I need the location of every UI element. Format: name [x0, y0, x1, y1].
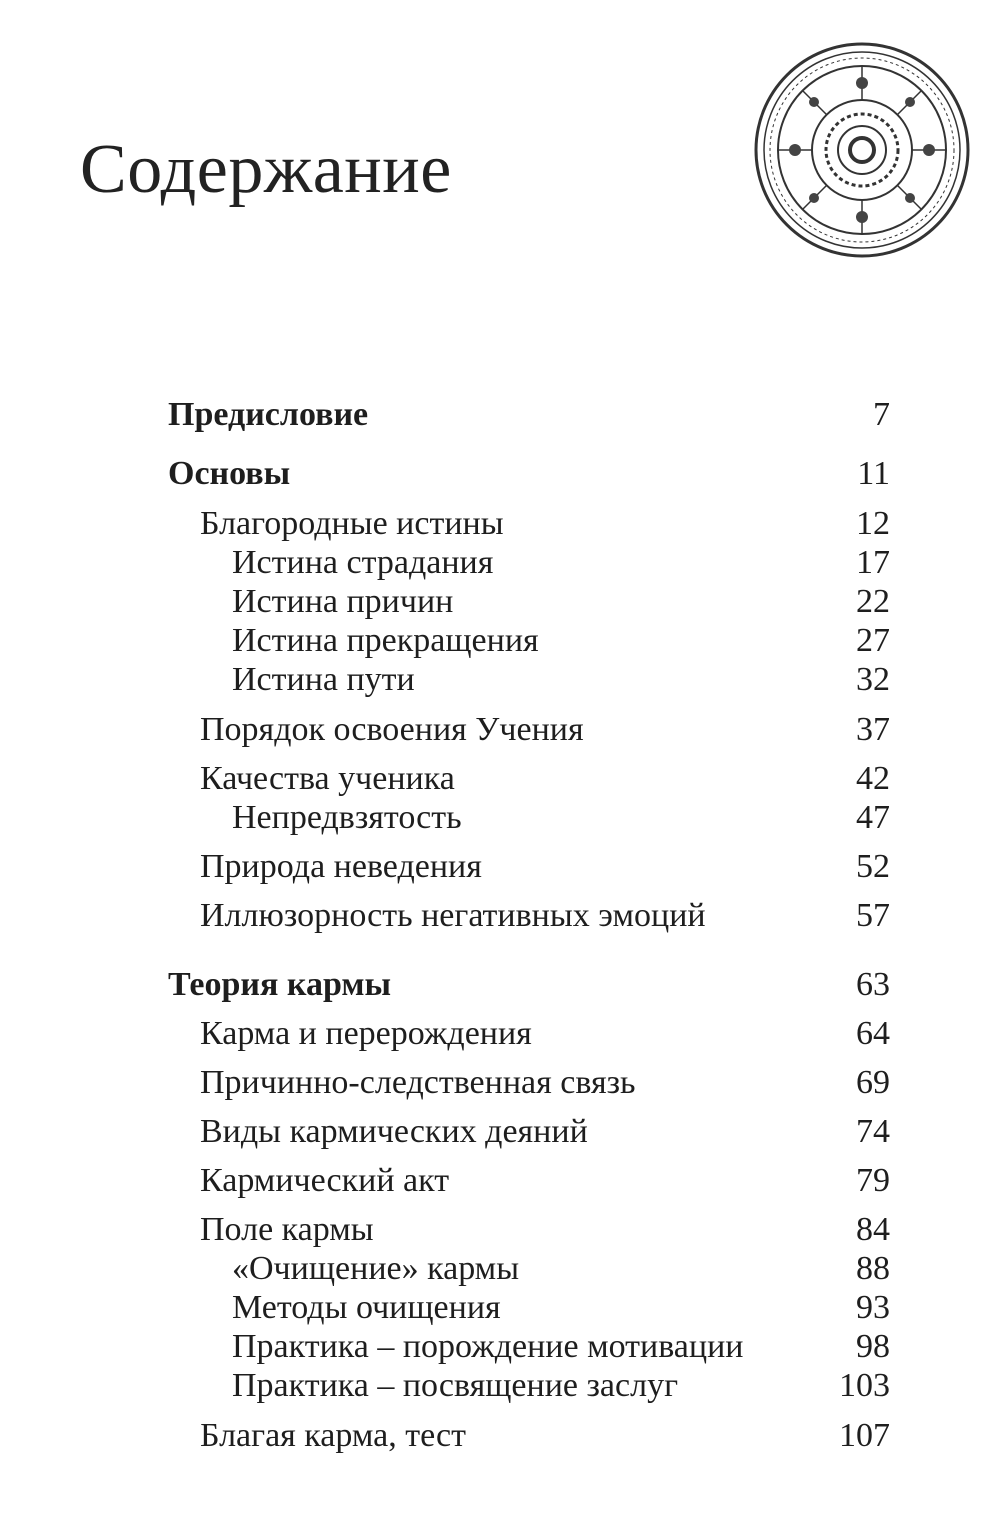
- toc-entry[interactable]: [168, 843, 890, 891]
- toc-entry-page: 64: [856, 1015, 890, 1052]
- toc-entry[interactable]: [168, 1059, 890, 1107]
- toc-entry-page: 42: [856, 760, 890, 797]
- toc-entry-page: 57: [856, 897, 890, 934]
- toc-entry-page: 103: [839, 1367, 890, 1404]
- table-of-contents: [168, 0, 890, 1536]
- toc-entry-title: «Очищение» кармы: [232, 1250, 520, 1287]
- toc-entry-page: 17: [856, 544, 890, 581]
- toc-entry[interactable]: [168, 391, 890, 439]
- toc-entry-page: 47: [856, 799, 890, 836]
- toc-entry-page: 12: [856, 505, 890, 542]
- toc-entry-title: Истина прекращения: [232, 622, 539, 659]
- toc-entry[interactable]: [168, 892, 890, 940]
- toc-entry-title: Благая карма, тест: [200, 1417, 467, 1454]
- toc-entry-page: 107: [839, 1417, 890, 1454]
- toc-entry-title: Предисловие: [168, 396, 369, 433]
- toc-entry-title: Качества ученика: [200, 760, 455, 797]
- toc-entry-title: Методы очищения: [232, 1289, 501, 1326]
- toc-entry-page: 74: [856, 1113, 890, 1150]
- toc-entry-title: Карма и перерождения: [200, 1015, 532, 1052]
- toc-entry-page: 37: [856, 711, 890, 748]
- toc-entry-page: 84: [856, 1211, 890, 1248]
- toc-entry-title: Практика – посвящение заслуг: [232, 1367, 679, 1404]
- toc-entry[interactable]: [168, 450, 890, 498]
- toc-entry-page: 52: [856, 848, 890, 885]
- toc-entry-title: Практика – порождение мотивации: [232, 1328, 744, 1365]
- toc-entry-page: 69: [856, 1064, 890, 1101]
- toc-entry-title: Теория кармы: [168, 966, 392, 1003]
- toc-entry[interactable]: [168, 1010, 890, 1058]
- toc-entry[interactable]: [168, 706, 890, 754]
- toc-entry[interactable]: [168, 794, 890, 842]
- toc-entry-title: Причинно-следственная связь: [200, 1064, 636, 1101]
- toc-entry-title: Истина причин: [232, 583, 454, 620]
- toc-entry-title: Природа неведения: [200, 848, 482, 885]
- toc-entry[interactable]: [168, 1362, 890, 1410]
- toc-entry-page: 79: [856, 1162, 890, 1199]
- toc-entry-page: 11: [857, 455, 890, 492]
- toc-entry[interactable]: [168, 1412, 890, 1460]
- toc-entry-title: Основы: [168, 455, 291, 492]
- toc-entry-title: Порядок освоения Учения: [200, 711, 584, 748]
- toc-entry-title: Кармический акт: [200, 1162, 450, 1199]
- page-title: Содержание: [80, 130, 452, 208]
- toc-entry-title: Иллюзорность негативных эмоций: [200, 897, 706, 934]
- toc-entry-title: Истина пути: [232, 661, 415, 698]
- toc-entry-title: Поле кармы: [200, 1211, 374, 1248]
- toc-entry-page: 93: [856, 1289, 890, 1326]
- toc-entry[interactable]: [168, 1157, 890, 1205]
- toc-entry[interactable]: [168, 656, 890, 704]
- toc-entry-page: 7: [873, 396, 890, 433]
- toc-entry-page: 27: [856, 622, 890, 659]
- toc-entry-title: Непредвзятость: [232, 799, 462, 836]
- toc-entry-title: Виды кармических деяний: [200, 1113, 588, 1150]
- toc-entry-title: Благородные истины: [200, 505, 504, 542]
- toc-entry-page: 63: [856, 966, 890, 1003]
- toc-entry-page: 32: [856, 661, 890, 698]
- toc-entry-title: Истина страдания: [232, 544, 494, 581]
- toc-entry-page: 98: [856, 1328, 890, 1365]
- toc-entry-page: 22: [856, 583, 890, 620]
- toc-entry-page: 88: [856, 1250, 890, 1287]
- toc-entry[interactable]: [168, 961, 890, 1009]
- toc-entry[interactable]: [168, 1108, 890, 1156]
